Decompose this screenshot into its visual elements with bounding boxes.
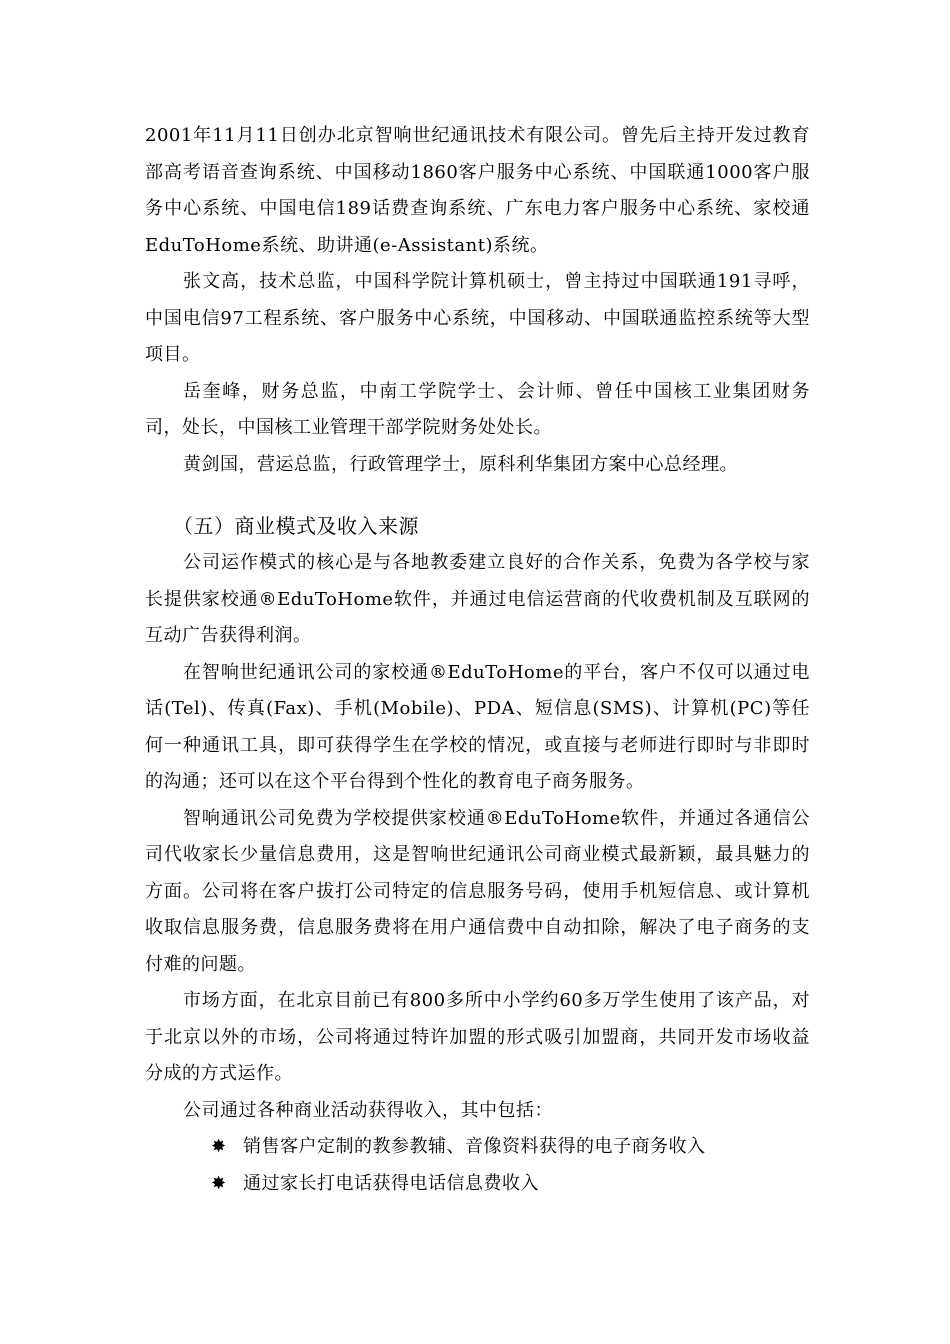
section-heading: （五）商业模式及收入来源 xyxy=(173,514,419,538)
document-body xyxy=(145,118,810,1202)
paragraph-cto-bio: 张文高，技术总监，中国科学院计算机硕士，曾主持过中国联通191寻呼，中国电信97工程系统、客户服务中心系统，中国移动、中国联通监控系统等大型项目。 xyxy=(145,271,810,365)
paragraph-platform: 在智响世纪通讯公司的家校通®EduToHome的平台，客户不仅可以通过电话(Tel)、传真(Fax)、手机(Mobile)、PDA、短信息(SMS)、计算机(PC)等任何一种通讯工具，即可获得学生在学校的情况，或直接与老师进行即时与非即时的沟通；还可以在这个平台得到个性化的教育电子商务服务。 xyxy=(145,661,810,792)
list-item-text: 销售客户定制的教参教辅、音像资料获得的电子商务收入 xyxy=(243,1136,706,1157)
list-item xyxy=(211,1166,810,1203)
paragraph-revenue-intro: 公司通过各种商业活动获得收入，其中包括： xyxy=(183,1099,553,1121)
list-item-text: 通过家长打电话获得电话信息费收入 xyxy=(243,1172,539,1194)
list-item xyxy=(211,1129,810,1166)
paragraph-market: 市场方面，在北京目前已有800多所中小学约60多万学生使用了该产品，对于北京以外的市场，公司将通过特许加盟的形式吸引加盟商，共同开发市场收益分成的方式运作。 xyxy=(145,990,810,1084)
revenue-list xyxy=(145,1129,810,1202)
star-bullet-icon: ✸ xyxy=(211,1136,227,1157)
paragraph-business-model: 公司运作模式的核心是与各地教委建立良好的合作关系，免费为各学校与家长提供家校通®EduToHome软件，并通过电信运营商的代收费机制及互联网的互动广告获得利润。 xyxy=(145,552,810,646)
star-bullet-icon: ✸ xyxy=(211,1172,227,1194)
paragraph-cfo-bio: 岳奎峰，财务总监，中南工学院学士、会计师、曾任中国核工业集团财务司，处长，中国核工业管理干部学院财务处处长。 xyxy=(145,380,810,438)
paragraph-coo-bio: 黄剑国，营运总监，行政管理学士，原科利华集团方案中心总经理。 xyxy=(183,453,738,475)
paragraph-billing: 智响通讯公司免费为学校提供家校通®EduToHome软件，并通过各通信公司代收家长少量信息费用，这是智响世纪通讯公司商业模式最新颖，最具魅力的方面。公司将在客户拔打公司特定的信息服务号码，使用手机短信息、或计算机收取信息服务费，信息服务费将在用户通信费中自动扣除，解决了电子商务的支付难的问题。 xyxy=(145,807,810,975)
paragraph-company-history: 2001年11月11日创办北京智响世纪通讯技术有限公司。曾先后主持开发过教育部高考语音查询系统、中国移动1860客户服务中心系统、中国联通1000客户服务中心系统、中国电信189话费查询系统、广东电力客户服务中心系统、家校通EduToHome系统、助讲通(e-Assistant)系统。 xyxy=(145,125,810,256)
